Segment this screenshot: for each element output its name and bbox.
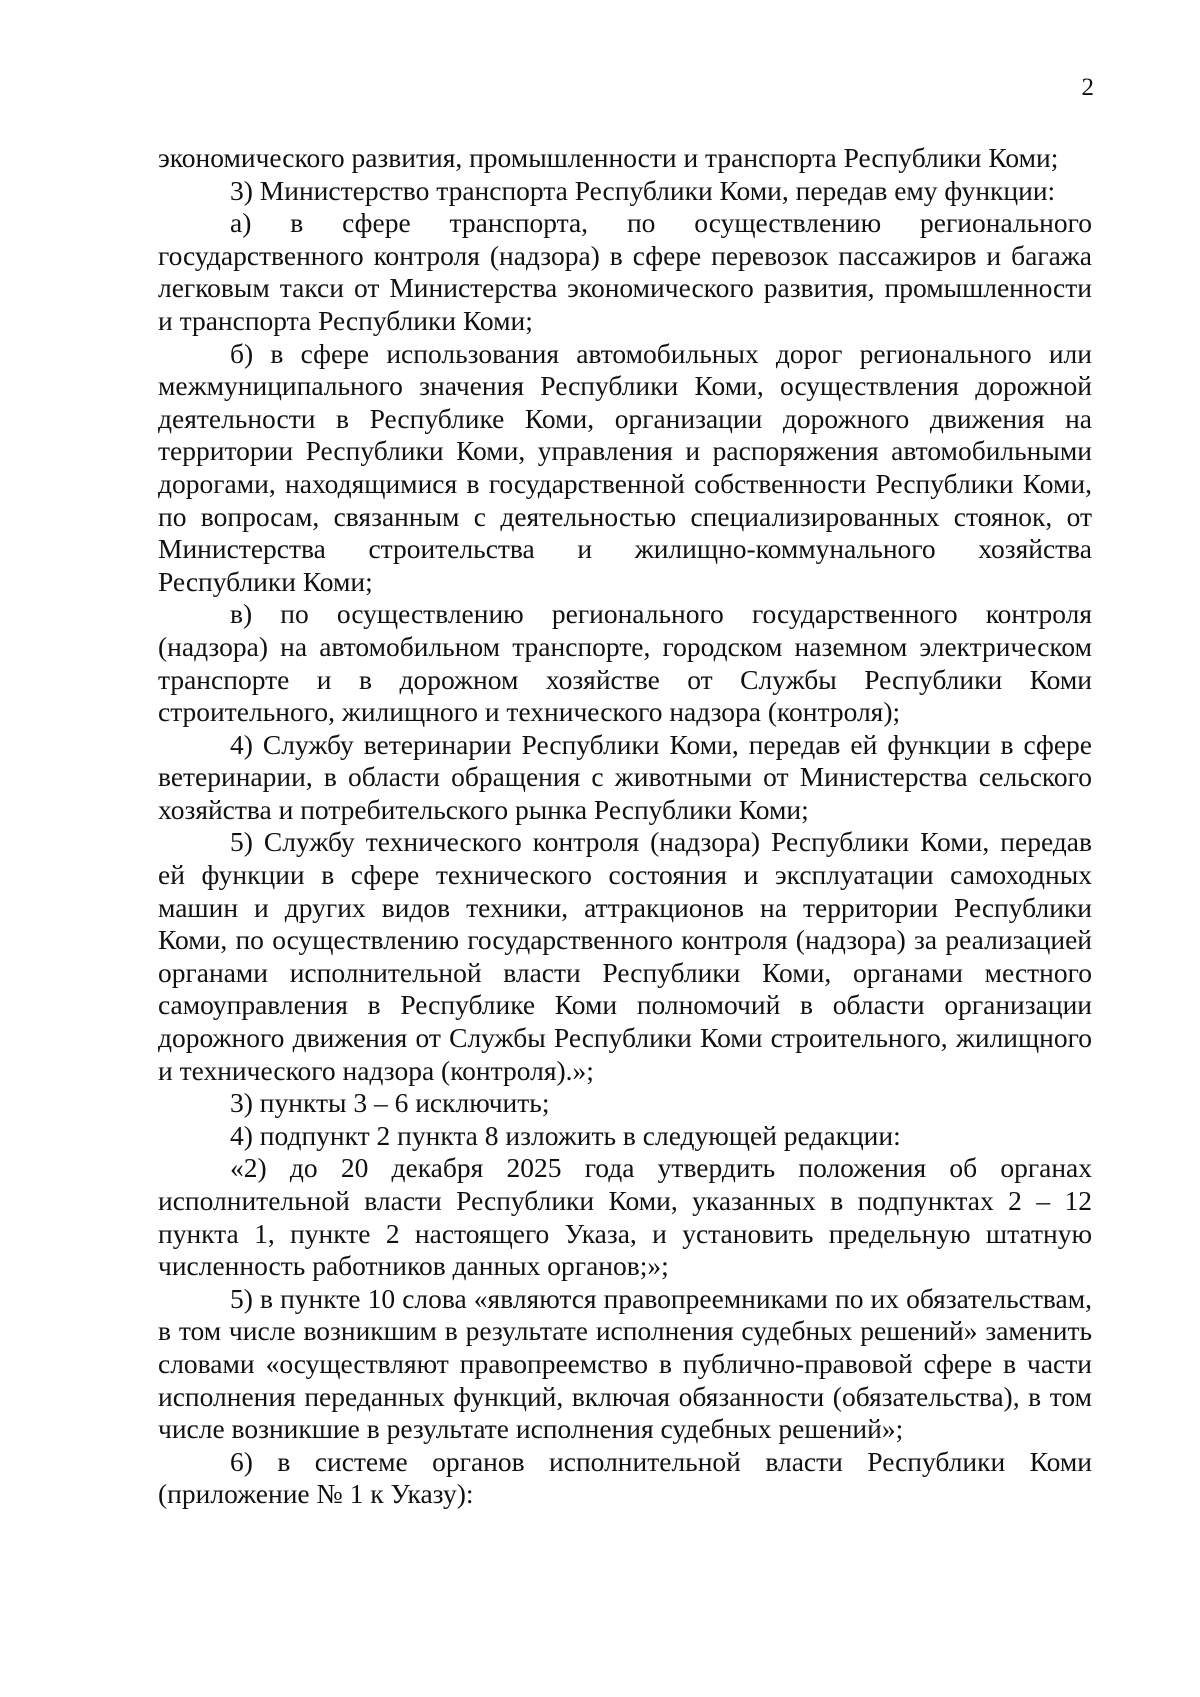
paragraph-subitem-v: в) по осуществлению регионального государственного контроля (надзора) на автомобильном транспорте, городском наземном электрическом транспорте и в дорожном хозяйстве от Службы Республики Коми строительного, жилищного и технического надзора (контроля); — [158, 598, 1092, 728]
paragraph-subitem-b: б) в сфере использования автомобильных дорог регионального или межмуниципального значения Республики Коми, осуществления дорожной деятельности в Республике Коми, организации дорожного движения на территории Республики Коми, управления и распоряжения автомобильными дорогами, находящимися в государственной собственности Республики Коми, по вопросам, связанным с деятельностью специализированных стоянок, от Министерства строительства и жилищно-коммунального хозяйства Республики Коми; — [158, 337, 1092, 597]
paragraph-item-3-ministry-transport: 3) Министерство транспорта Республики Коми, передав ему функции: — [230, 174, 1056, 206]
paragraph-item-4-veterinary-service: 4) Службу ветеринарии Республики Коми, передав ей функции в сфере ветеринарии, в области обращения с животными от Министерства сельского хозяйства и потребительского рынка Республики Коми; — [158, 728, 1092, 825]
paragraph-subitem-a: а) в сфере транспорта, по осуществлению регионального государственного контроля (надзора) в сфере перевозок пассажиров и багажа легковым такси от Министерства экономического развития, промышленности и транспорта Республики Коми; — [158, 207, 1092, 336]
paragraph-item-5-technical-control-service: 5) Службу технического контроля (надзора) Республики Коми, передав ей функции в сфере технического состояния и эксплуатации самоходных машин и других видов техники, аттракционов на территории Республики Коми, по осуществлению государственного контроля (надзора) за реализацией органами исполнительной власти Республики Коми, органами местного самоуправления в Республике Коми полномочий в области организации дорожного движения от Службы Республики Коми строительного, жилищного и технического надзора (контроля).»; — [158, 826, 1092, 1086]
paragraph-amendment-6: 6) в системе органов исполнительной власти Республики Коми (приложение № 1 к Указу): — [158, 1445, 1092, 1510]
paragraph-continuation: экономического развития, промышленности и транспорта Республики Коми; — [158, 142, 1059, 173]
paragraph-new-wording-subitem-2: «2) до 20 декабря 2025 года утвердить положения об органах исполнительной власти Республики Коми, указанных в подпунктах 2 – 12 пункта 1, пункте 2 настоящего Указа, и установить предельную штатную численность работников данных органов;»; — [158, 1152, 1092, 1282]
paragraph-amendment-5: 5) в пункте 10 слова «являются правопреемниками по их обязательствам, в том числе возникшим в результате исполнения судебных решений» заменить словами «осуществляют правопреемство в публично-правовой сфере в части исполнения переданных функций, включая обязанности (обязательства), в том числе возникшие в результате исполнения судебных решений»; — [158, 1282, 1092, 1445]
paragraph-amendment-4: 4) подпункт 2 пункта 8 изложить в следующей редакции: — [230, 1119, 901, 1151]
document-body — [158, 142, 1092, 1511]
paragraph-amendment-3: 3) пункты 3 – 6 исключить; — [230, 1087, 550, 1119]
page-number: 2 — [1081, 74, 1094, 101]
